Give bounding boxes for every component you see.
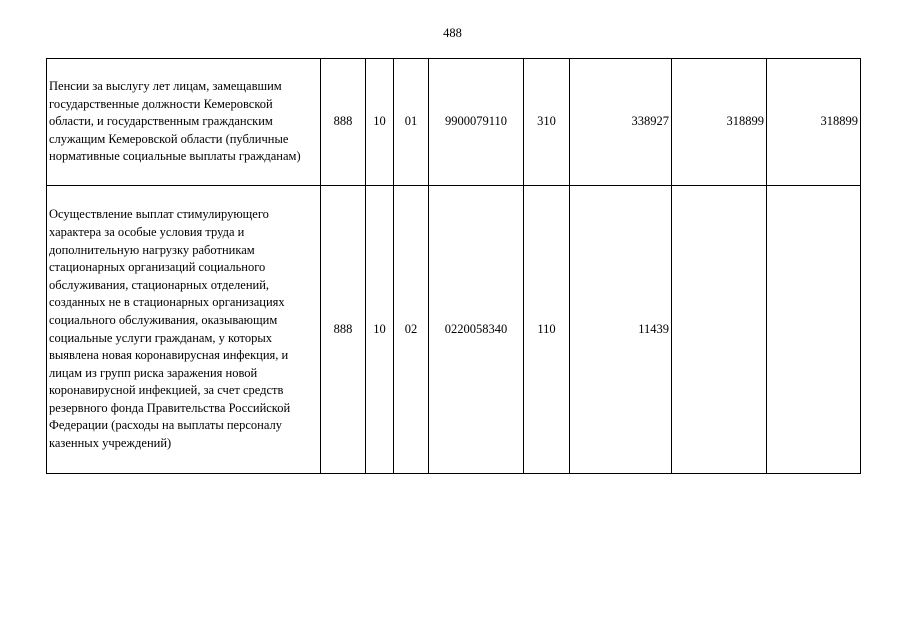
expense-type-code: 310 bbox=[524, 59, 570, 186]
table-row bbox=[47, 59, 861, 186]
ministry-code: 888 bbox=[321, 59, 366, 186]
page-number: 488 bbox=[443, 26, 462, 40]
row-description: Осуществление выплат стимулирующего характера за особые условия труда и дополнительную нагрузку работникам стационарных организаций социального обслуживания, стационарных отделений, созданных не в стационарных организациях социального обслуживания, оказывающим социальные услуги гражданам, у которых выявлена новая коронавирусная инфекция, и лицам из групп риска заражения новой коронавирусной инфекцией, за счет средств резервного фонда Правительства Российской Федерации (расходы на выплаты персоналу казенных учреждений) bbox=[47, 186, 321, 474]
amount-cell-1: 338927 bbox=[570, 59, 672, 186]
amount-cell-2: 318899 bbox=[672, 59, 767, 186]
amount-cell-3 bbox=[767, 186, 861, 474]
amount-cell-1: 11439 bbox=[570, 186, 672, 474]
target-article-code: 0220058340 bbox=[429, 186, 524, 474]
amount-cell-2 bbox=[672, 186, 767, 474]
amount-cell-3: 318899 bbox=[767, 59, 861, 186]
row-description: Пенсии за выслугу лет лицам, замещавшим государственные должности Кемеровской области, и государственным гражданским служащим Кемеровской области (публичные нормативные социальные выплаты гражданам) bbox=[47, 59, 321, 186]
section-code: 10 bbox=[366, 186, 394, 474]
subsection-code: 02 bbox=[394, 186, 429, 474]
target-article-code: 9900079110 bbox=[429, 59, 524, 186]
budget-table bbox=[46, 58, 861, 474]
subsection-code: 01 bbox=[394, 59, 429, 186]
table-row bbox=[47, 186, 861, 474]
ministry-code: 888 bbox=[321, 186, 366, 474]
expense-type-code: 110 bbox=[524, 186, 570, 474]
section-code: 10 bbox=[366, 59, 394, 186]
